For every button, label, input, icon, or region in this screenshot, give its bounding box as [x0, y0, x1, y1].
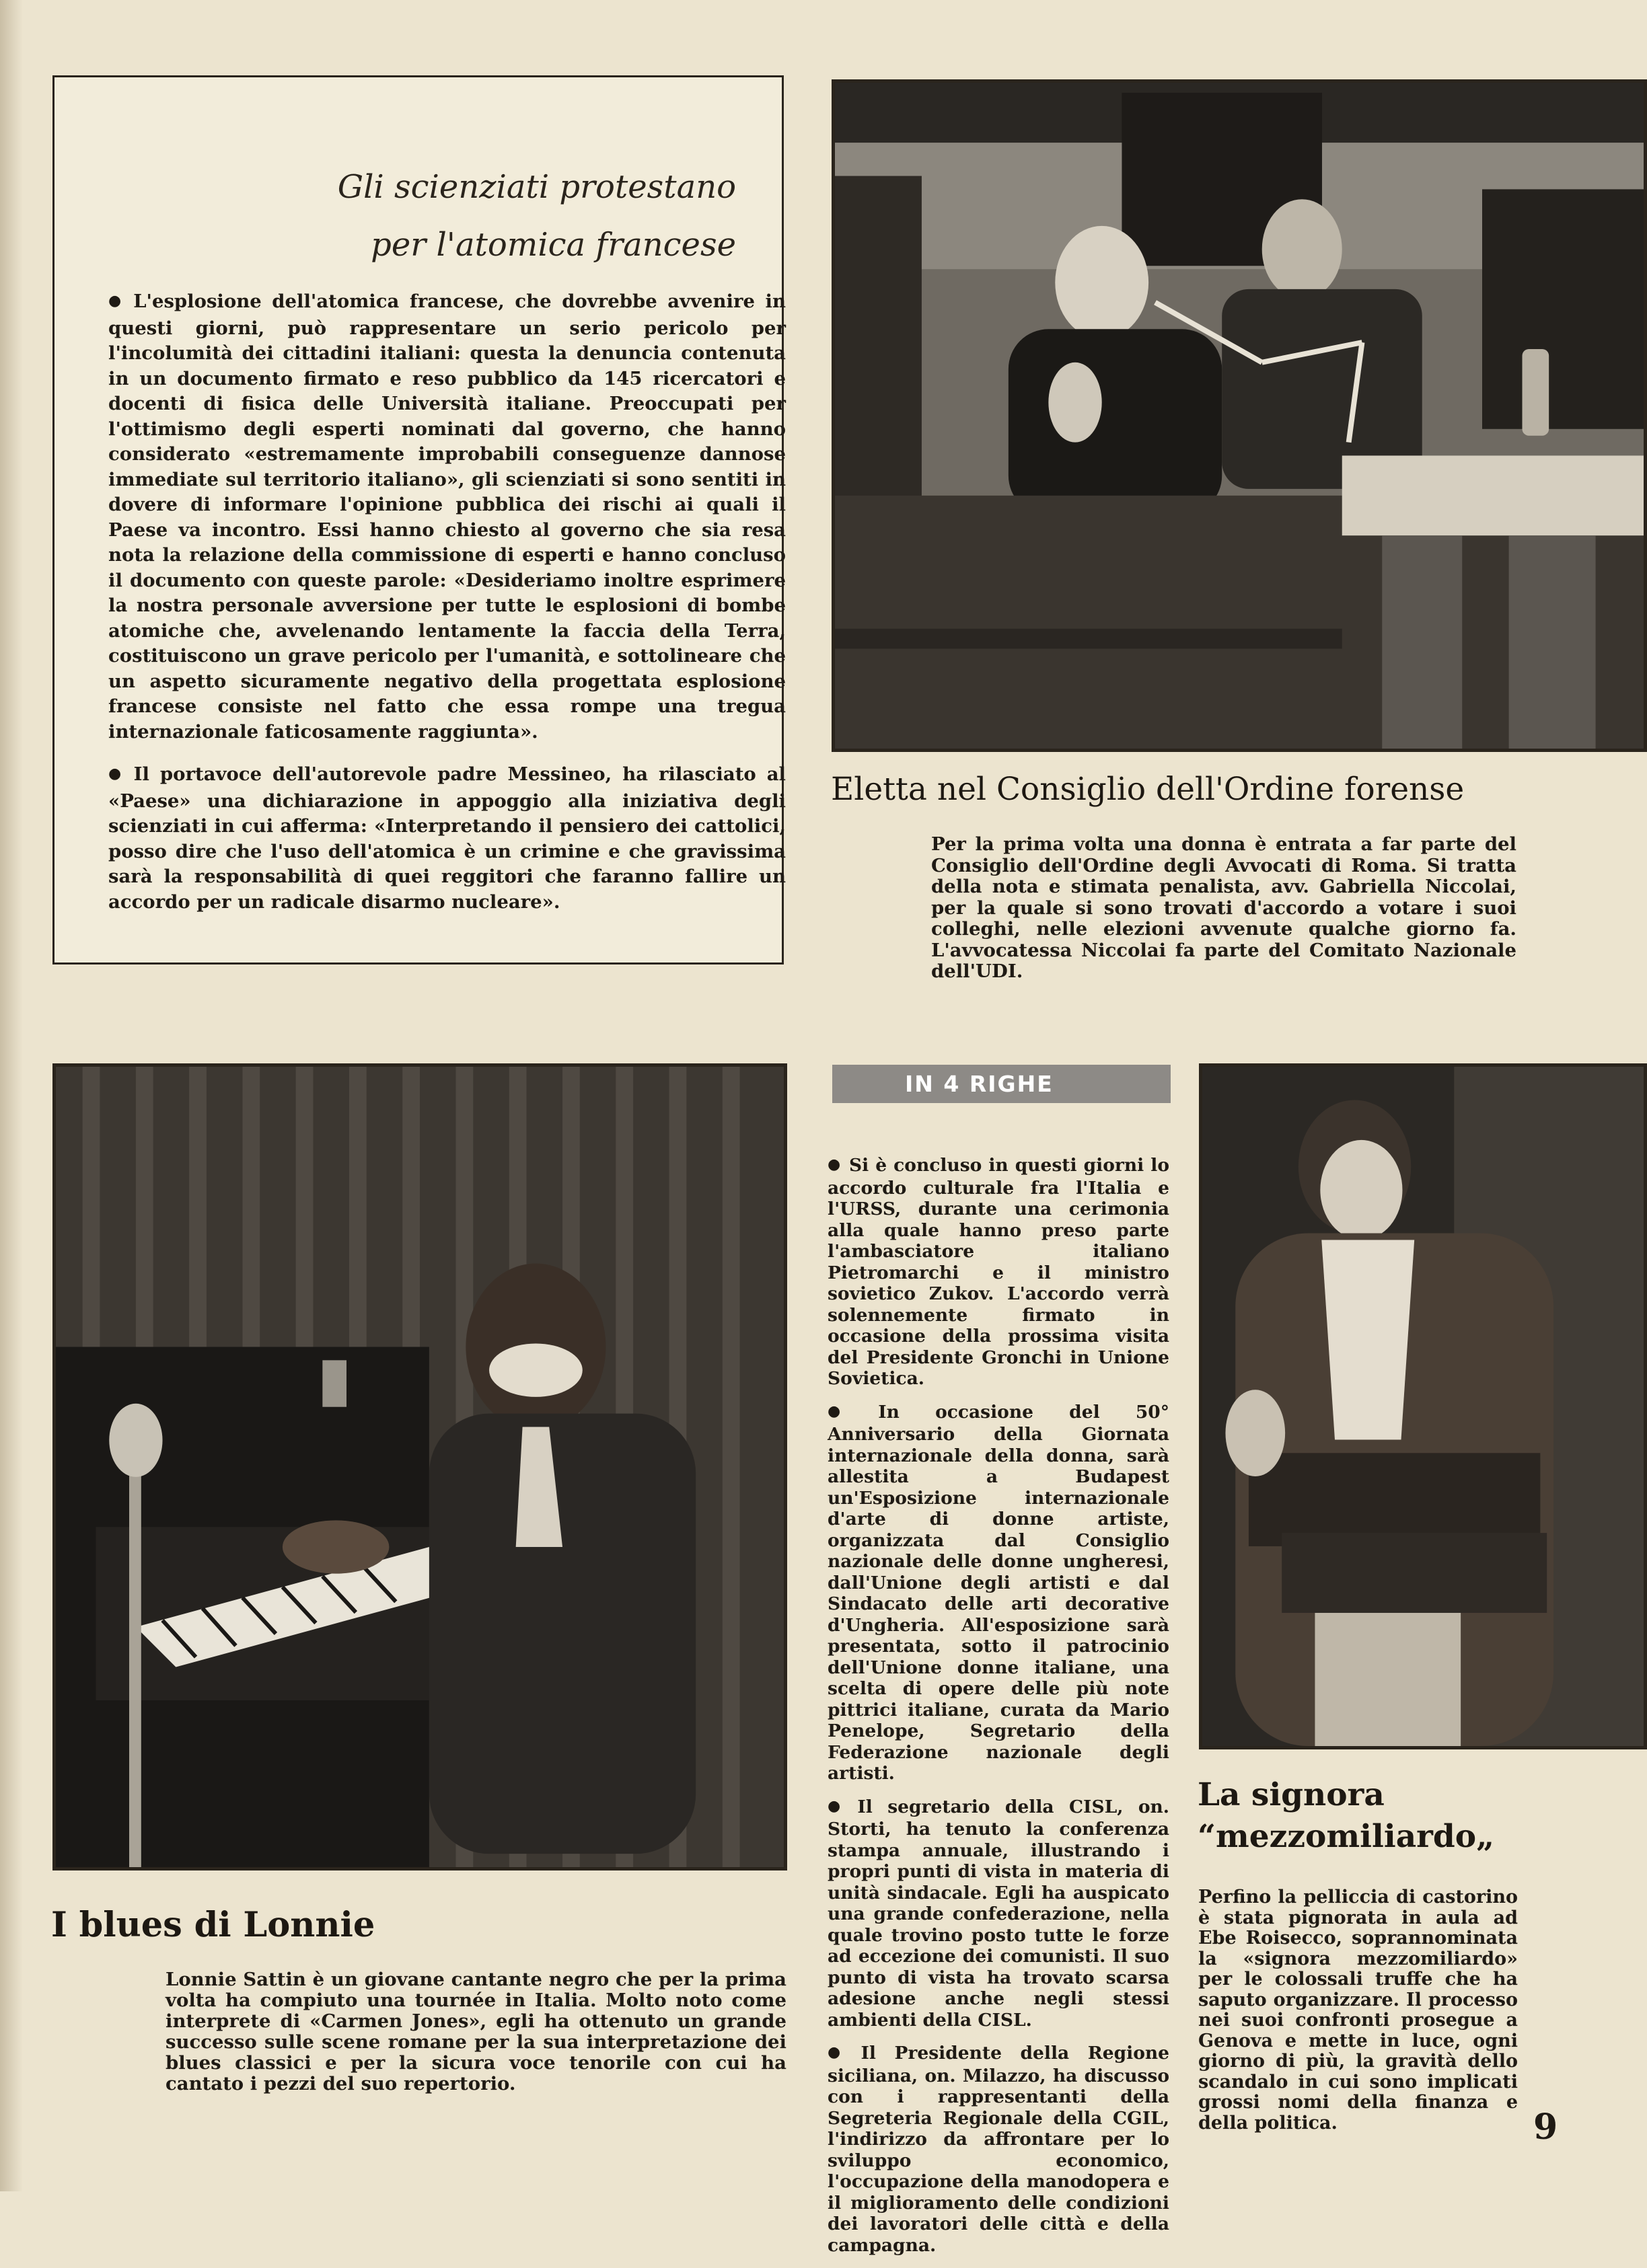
news-item: ● Il segretario della CISL, on. Storti, ha tenuto la conferenza stampa annuale, illustrando i propri punti di vista in materia di unità sindacale. Egli ha auspicato una grande confederazione, nella quale trovino posto tutte le forze ad eccezione dei comunisti. Il suo punto di vista ha trovato scarsa adesione anche negli stessi ambienti della CISL.: [828, 1796, 1169, 2031]
news-item: ● Si è concluso in questi giorni lo accordo culturale fra l'Italia e l'URSS, durante una cerimonia alla quale hanno preso parte l'ambasciatore italiano Pietromarchi e il ministro sovietico Zukov. L'accordo verrà solennemente firmato in occasione della prossima visita del Presidente Gronchi in Unione Sovietica.: [828, 1155, 1169, 1389]
mezzomiliardo-caption: Perfino la pelliccia di castorino è stata pignorata in aula ad Ebe Roisecco, soprannominata la «signora mezzomiliardo» per le colossali truffe che ha saputo organizzare. Il processo nei suoi confronti prosegue a Genova e mette in luce, ogni giorno di più, la gravità dello scandalo in cui sono implicati grossi nomi della finanza e della politica.: [1198, 1887, 1518, 2133]
box-article-title: [338, 158, 736, 274]
box-paragraph: ● L'esplosione dell'atomica francese, che dovrebbe avvenire in questi giorni, può rappresentare un serio pericolo per l'incolumità dei cittadini italiani: questa la denuncia contenuta in un documento firmato e reso pubblico da 145 ricercatori e docenti di fisica delle Università italiane. Preoccupati per l'ottimismo degli esperti nominati dal governo, che hanno considerato «estremamente improbabili conseguenze dannose immediate sul territorio italiano», gli scienziati si sono sentiti in dovere di informare l'opinione pubblica dei rischi ai quali il Paese va incontro. Essi hanno chiesto al governo che sia resa nota la relazione della commissione di esperti e hanno concluso il documento con queste parole: «Desideriamo inoltre esprimere la nostra personale avversione per tutte le esplosioni di bombe atomiche che, avvelenando lentamente la faccia della Terra, costituiscono un grave pericolo per l'umanità, e sottolineare che un aspetto sicuramente negativo della progettata esplosione francese consiste nel fatto che essa rompe una tregua internazionale faticosamente raggiunta».: [108, 291, 786, 743]
news-item: ● In occasione del 50° Anniversario della Giornata internazionale della donna, sarà allestita a Budapest un'Esposizione internazionale d'arte di donne artiste, organizzata dal Consiglio nazionale delle donne ungheresi, dall'Unione degli artisti e dal Sindacato delle arti decorative d'Ungheria. All'esposizione sarà presentata, sotto il patrocinio dell'Unione donne italiane, una scelta di opere delle più note pittrici italiane, curata da Mario Penelope, Segretario della Federazione nazionale degli artisti.: [828, 1401, 1169, 1784]
bullet-icon: ●: [828, 2043, 853, 2061]
page-number: 9: [1533, 2107, 1558, 2148]
scientists-protest-box: [52, 75, 784, 965]
news-item: ● Il Presidente della Regione siciliana, on. Milazzo, ha discusso con i rappresentanti della Segreteria Regionale della CGIL, l'indirizzo da affrontare per lo sviluppo economico, l'occupazione della manodopera e il miglioramento delle condizioni dei lavoratori delle città e della campagna.: [828, 2043, 1169, 2256]
box-title-line2: per l'atomica francese: [371, 226, 736, 264]
eletta-caption: Per la prima volta una donna è entrata a far parte del Consiglio dell'Ordine degli Avvocati di Roma. Si tratta della nota e stimata penalista, avv. Gabriella Niccolai, per la quale si sono trovati d'accordo a votare i suoi colleghi, nelle elezioni avvenute qualche giorno fa. L'avvocatessa Niccolai fa parte del Comitato Nazionale dell'UDI.: [931, 833, 1516, 982]
bullet-icon: ●: [828, 1156, 842, 1173]
council-photo: [832, 79, 1647, 752]
in4righe-column: [828, 1155, 1169, 2268]
mezzomiliardo-headline-line1: La signora: [1198, 1776, 1385, 1813]
eletta-headline: Eletta nel Consiglio dell'Ordine forense: [831, 771, 1465, 808]
lonnie-piano-photo: [52, 1063, 787, 1870]
lonnie-headline: I blues di Lonnie: [51, 1905, 375, 1945]
box-article-body: [108, 289, 786, 932]
page-edge-shadow: [0, 0, 23, 2191]
in4righe-tag: IN 4 RIGHE: [832, 1065, 1171, 1103]
box-title-line1: Gli scienziati protestano: [337, 168, 736, 206]
bullet-icon: ●: [828, 1402, 871, 1420]
bullet-icon: ●: [108, 765, 126, 782]
bullet-icon: ●: [108, 292, 126, 309]
mezzomiliardo-headline-line2: “mezzomiliardo„: [1198, 1818, 1495, 1855]
lonnie-caption: Lonnie Sattin è un giovane cantante negro che per la prima volta ha compiuto una tournée in Italia. Molto noto come interprete di «Carmen Jones», egli ha ottenuto un grande successo sulle scene romane per la sua interpretazione dei blues classici e per la sicura voce tenorile con cui ha cantato i pezzi del suo repertorio.: [166, 1969, 786, 2094]
signora-photo: [1199, 1063, 1647, 1749]
box-paragraph: ● Il portavoce dell'autorevole padre Messineo, ha rilasciato al «Paese» una dichiarazione in appoggio alla iniziativa degli scienziati in cui afferma: «Interpretando il pensiero dei cattolici, posso dire che l'uso dell'atomica è un crimine e che gravissima sarà la responsabilità di quei reggitori che faranno fallire un accordo per un radicale disarmo nucleare».: [108, 763, 786, 913]
bullet-icon: ●: [828, 1797, 850, 1815]
mezzomiliardo-headline: [1198, 1774, 1494, 1858]
